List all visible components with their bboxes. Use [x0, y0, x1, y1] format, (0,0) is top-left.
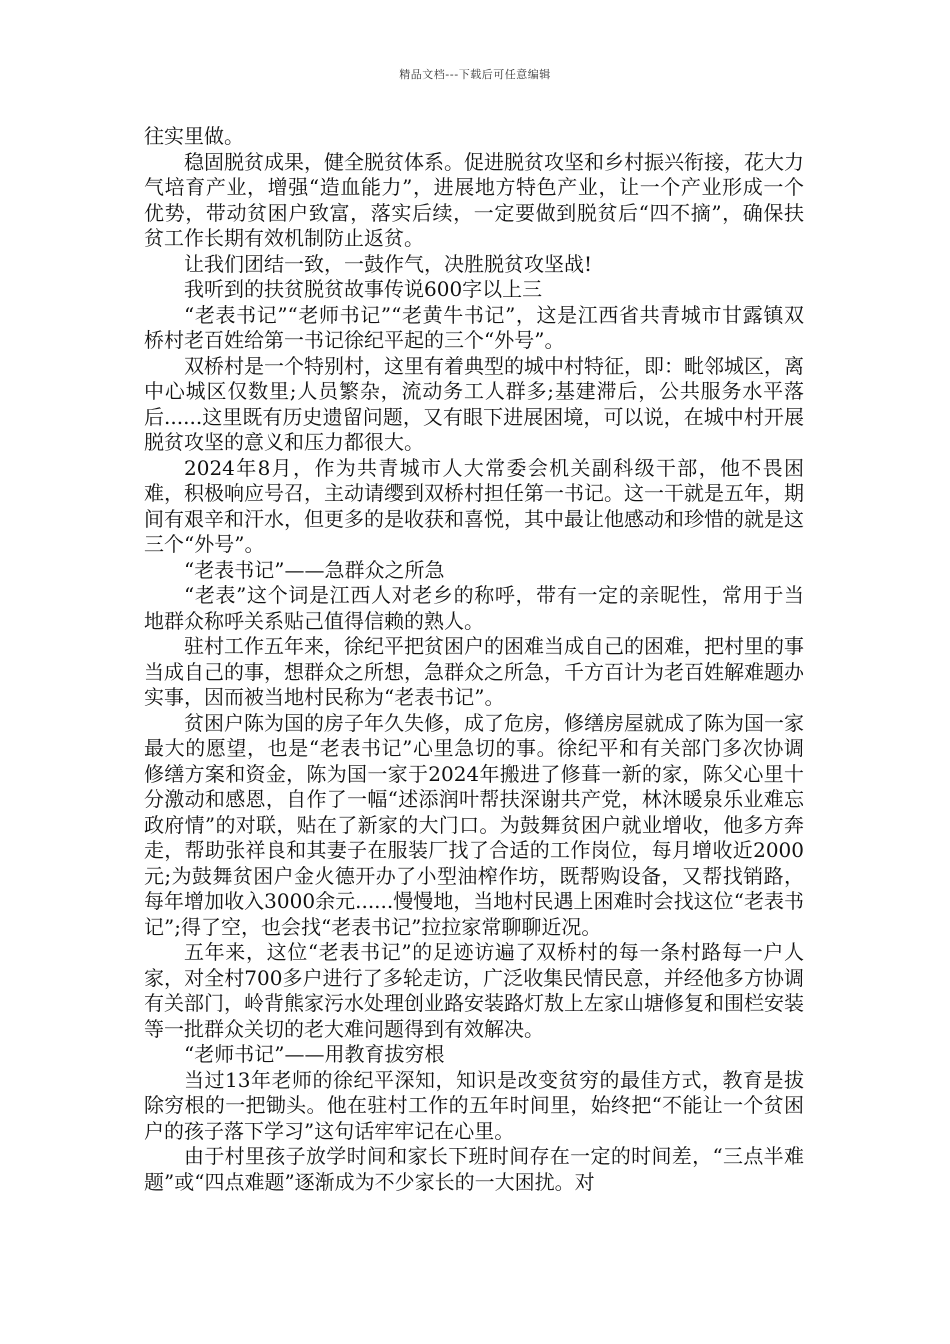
paragraph: “老表”这个词是江西人对老乡的称呼，带有一定的亲昵性，常用于当地群众称呼关系贴己值得信赖的熟人。: [144, 583, 804, 633]
paragraph: 当过13年老师的徐纪平深知，知识是改变贫穷的最佳方式，教育是拔除穷根的一把锄头。他在驻村工作的五年时间里，始终把“不能让一个贫困户的孩子落下学习”这句话牢牢记在心里。: [144, 1067, 804, 1143]
paragraph: 双桥村是一个特别村，这里有着典型的城中村特征，即：毗邻城区，离中心城区仅数里;人员繁杂，流动务工人群多;基建滞后，公共服务水平落后......这里既有历史遗留问题，又有眼下进展困境，可以说，在城中村开展脱贫攻坚的意义和压力都很大。: [144, 353, 804, 454]
paragraph: 2024年8月，作为共青城市人大常委会机关副科级干部，他不畏困难，积极响应号召，主动请缨到双桥村担任第一书记。这一干就是五年，期间有艰辛和汗水，但更多的是收获和喜悦，其中最让他感动和珍惜的就是这三个“外号”。: [144, 455, 804, 556]
page-header: 精品文档---下载后可任意编辑: [399, 68, 551, 81]
section-title: 我听到的扶贫脱贫故事传说600字以上三: [184, 277, 543, 301]
subsection-title: “老表书记”——急群众之所急: [184, 557, 445, 582]
paragraph: “老表书记”“老师书记”“老黄牛书记”，这是江西省共青城市甘露镇双桥村老百姓给第一书记徐纪平起的三个“外号”。: [144, 302, 804, 352]
document-body: [144, 124, 804, 1195]
paragraph: 驻村工作五年来，徐纪平把贫困户的困难当成自己的困难，把村里的事当成自己的事，想群众之所想，急群众之所急，千方百计为老百姓解难题办实事，因而被当地村民称为“老表书记”。: [144, 634, 804, 709]
subsection-title: “老师书记”——用教育拔穷根: [184, 1042, 445, 1066]
paragraph: 五年来，这位“老表书记”的足迹访遍了双桥村的每一条村路每一户人家，对全村700多户进行了多轮走访，广泛收集民情民意，并经他多方协调有关部门，岭背熊家污水处理创业路安装路灯敖上左家山塘修复和围栏安装等一批群众关切的老大难问题得到有效解决。: [144, 940, 804, 1041]
paragraph: 让我们团结一致，一鼓作气，决胜脱贫攻坚战!: [184, 251, 593, 276]
paragraph: 往实里做。: [144, 124, 244, 148]
paragraph: 由于村里孩子放学时间和家长下班时间存在一定的时间差，“三点半难题”或“四点难题”逐渐成为不少家长的一大困扰。对: [144, 1144, 804, 1194]
paragraph: 稳固脱贫成果，健全脱贫体系。促进脱贫攻坚和乡村振兴衔接，花大力气培育产业，增强“造血能力”，进展地方特色产业，让一个产业形成一个优势，带动贫困户致富，落实后续，一定要做到脱贫后“四不摘”，确保扶贫工作长期有效机制防止返贫。: [144, 149, 804, 250]
paragraph: 贫困户陈为国的房子年久失修，成了危房，修缮房屋就成了陈为国一家最大的愿望，也是“老表书记”心里急切的事。徐纪平和有关部门多次协调修缮方案和资金，陈为国一家于2024年搬进了修葺一新的家，陈父心里十分激动和感恩，自作了一幅“述添润叶帮扶深谢共产党，林沐暖泉乐业难忘政府情”的对联，贴在了新家的大门口。为鼓舞贫困户就业增收，他多方奔走，帮助张祥良和其妻子在服装厂找了合适的工作岗位，每月增收近2000元;为鼓舞贫困户金火德开办了小型油榨作坊，既帮购设备，又帮找销路，每年增加收入3000余元......慢慢地，当地村民遇上困难时会找这位“老表书记”;得了空，也会找“老表书记”拉拉家常聊聊近况。: [144, 710, 804, 939]
